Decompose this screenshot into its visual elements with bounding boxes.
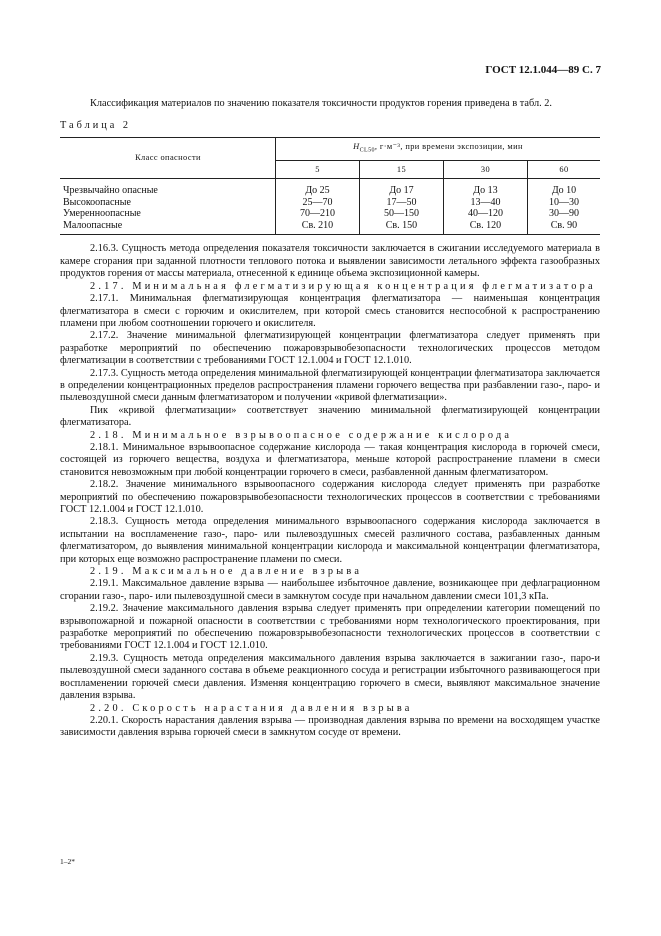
h-symbol: H <box>353 141 360 151</box>
class-name-cell: Малоопасные <box>60 220 276 235</box>
col-h-header <box>276 137 601 160</box>
class-name-cell: Высокоопасные <box>63 196 131 208</box>
value-cell: Св. 120 <box>443 220 527 235</box>
section-heading: 2.20. Скорость нарастания давления взрыва <box>90 702 413 714</box>
paragraph: 2.19.2. Значение максимального давления взрыва следует применять при определении категории помещений по взрывопожарной и пожарной опасности в соответствии с требованиями норм технологического проектирования, при разработке мероприятий по обеспечению пожаровзрывобезопасности технологических процессов в соответствии с требованиями ГОСТ 12.1.004 и ГОСТ 12.1.010. <box>60 603 600 652</box>
h-subscript: CL50 <box>359 147 375 154</box>
page-header: ГОСТ 12.1.044—89 С. 7 <box>485 64 601 76</box>
paragraph: 2.16.3. Сущность метода определения показателя токсичности заключается в сжигании исследуемого материала в камере сгорания при заданной плотности теплового потока и выявлении зависимости летального эффекта газообразных продуктов горения от массы материала, отнесенной к единице объема экспозиционной камеры. <box>60 243 600 280</box>
table-row <box>60 179 600 197</box>
section-heading: 2.18. Минимальное взрывоопасное содержание кислорода <box>90 429 513 441</box>
document-body <box>60 98 600 740</box>
paragraph: Пик «кривой флегматизации» соответствует значению минимальной флегматизирующей концентрации флегматизатора. <box>60 404 600 429</box>
value-cell: 13—40 <box>443 197 527 209</box>
table-row <box>60 208 600 220</box>
paragraph: 2.18.2. Значение минимального взрывоопасного содержания кислорода следует применять при разработке мероприятий по обеспечению пожаровзрывобезопасности технологических процессов в соответствии с требованиями ГОСТ 12.1.004 и ГОСТ 12.1.010. <box>60 479 600 516</box>
value-cell: Св. 90 <box>527 220 600 235</box>
time-header-cell: 60 <box>527 160 600 179</box>
table-body <box>60 179 600 235</box>
paragraph: 2.17.3. Сущность метода определения минимальной флегматизирующей концентрации флегматизатора заключается в определении концентрационных пределов распространения пламени горючего вещества при разбавлении газо-, паро- и пылевоздушной смеси данным флегматизатором и получении «кривой флегматизации». <box>60 367 600 404</box>
paragraph: 2.17.2. Значение минимальной флегматизирующей концентрации флегматизатора следует применять при разработке мероприятий по обеспечению пожаровзрывобезопасности технологических процессов методом флегматизации в соответствии с требованиями ГОСТ 12.1.004 и ГОСТ 12.1.010. <box>60 330 600 367</box>
paragraph: 2.18.1. Минимальное взрывоопасное содержание кислорода — такая концентрация кислорода в горючей смеси, состоящей из горючего вещества, воздуха и флегматизатора, меньше которой распространение пламени в смеси становится невозможным при любой концентрации горючего в смеси, разбавленной данным флегматизатором. <box>60 441 600 478</box>
paragraph: 2.19.3. Сущность метода определения максимального давления взрыва заключается в зажигании газо-, паро-и пылевоздушной смеси заданного состава в объеме реакционного сосуда и регистрации избыточного развивающегося при воспламенении горючей смеси давления. Изменяя концентрацию горючего в смеси, выявляют максимальное значение давления взрыва. <box>60 652 600 702</box>
time-header-cell: 30 <box>443 160 527 179</box>
value-cell: 17—50 <box>359 197 443 209</box>
page-footer: 1–2* <box>60 857 75 866</box>
col-class-header: Класс опасности <box>60 137 276 179</box>
value-cell: 10—30 <box>527 197 600 209</box>
value-cell: 25—70 <box>276 197 360 209</box>
table-label: Таблица 2 <box>60 120 132 132</box>
value-cell: До 17 <box>359 179 443 197</box>
table-row <box>60 220 600 235</box>
value-cell: До 13 <box>443 179 527 197</box>
value-cell: 40—120 <box>443 208 527 220</box>
class-name-cell: Умеренноопасные <box>63 208 141 220</box>
section-heading: 2.17. Минимальная флегматизирующая концентрация флегматизатора <box>90 280 596 292</box>
value-cell: 50—150 <box>359 208 443 220</box>
value-cell: Св. 150 <box>359 220 443 235</box>
time-header-cell: 15 <box>359 160 443 179</box>
value-cell: 30—90 <box>527 208 600 220</box>
paragraph: 2.17.1. Минимальная флегматизирующая концентрация флегматизатора — наименьшая концентрация флегматизатора в смеси с горючим и окислителем, при которой смесь становится неспособной к распространению пламени при любом соотношении горючего и окислителя. <box>60 293 600 329</box>
h-header-rest: , г·м⁻³, при времени экспозиции, мин <box>374 141 523 151</box>
class-name-cell: Чрезвычайно опасные <box>63 185 158 197</box>
intro-paragraph: Классификация материалов по значению показателя токсичности продуктов горения приведена в табл. 2. <box>90 98 552 109</box>
value-cell: До 25 <box>276 179 360 197</box>
value-cell: Св. 210 <box>276 220 360 235</box>
paragraph: 2.19.1. Максимальное давление взрыва — наибольшее избыточное давление, возникающее при дефлаграционном сгорании газо-, паро- или пылевоздушной смеси в замкнутом сосуде при начальном давлении смеси 101,3 кПа. <box>60 578 600 602</box>
value-cell: 70—210 <box>276 208 360 220</box>
toxicity-table <box>60 137 600 236</box>
paragraph: 2.18.3. Сущность метода определения минимального взрывоопасного содержания кислорода заключается в испытании на воспламенение газо-, паро- или пылевоздушных смесей различного состава, разбавленных данным флегматизатором, до выявления минимальной концентрации кислорода и максимальной концентрации флегматизатора, при которых еще возможно распространение пламени по смеси. <box>60 516 600 565</box>
table-row <box>60 197 600 209</box>
value-cell: До 10 <box>527 179 600 197</box>
section-heading: 2.19. Максимальное давление взрыва <box>90 566 363 578</box>
time-header-cell: 5 <box>276 160 360 179</box>
paragraphs <box>60 243 600 739</box>
paragraph: 2.20.1. Скорость нарастания давления взрыва — производная давления взрыва по времени на восходящем участке зависимости давления взрыва горючей смеси в замкнутом сосуде от времени. <box>60 714 600 739</box>
